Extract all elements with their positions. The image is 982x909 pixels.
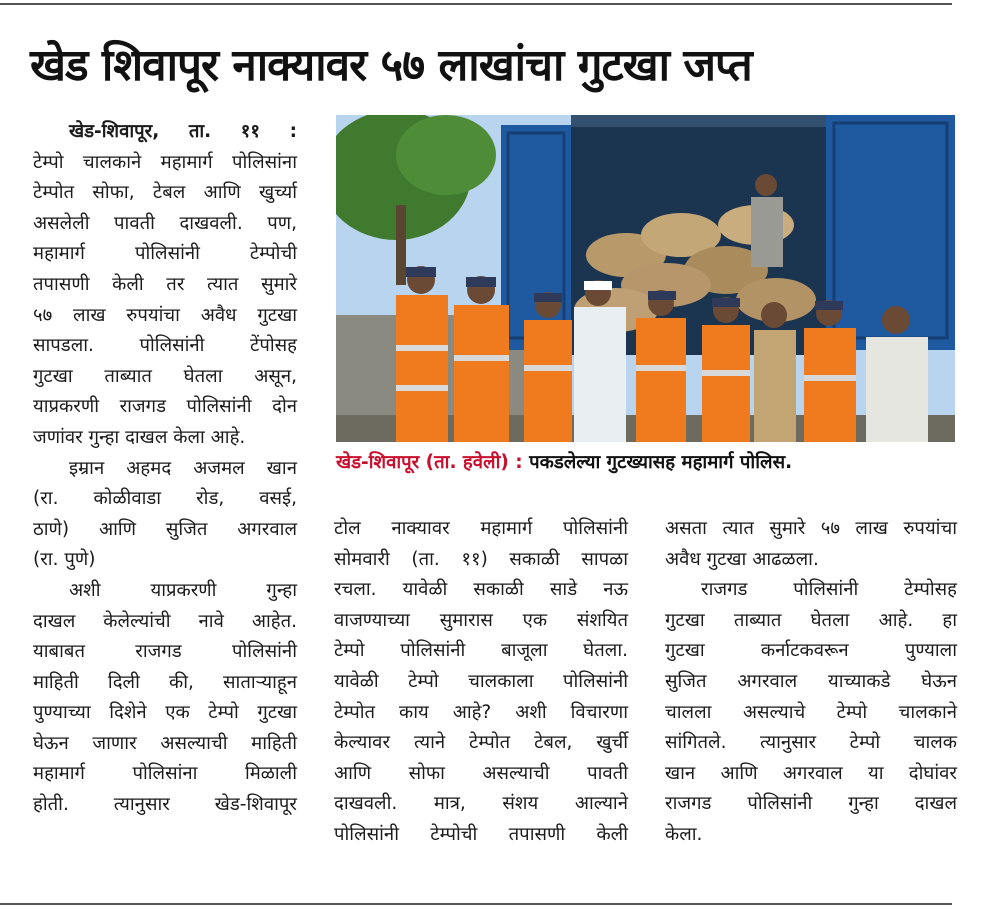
dateline-line (33, 117, 297, 148)
top-rule (0, 3, 952, 5)
text-line: खान आणि अगरवाल या दोघांवर (665, 762, 957, 784)
text-line: पुण्याच्या दिशेने एक टेम्पो गुटखा (33, 702, 297, 724)
headline: खेड शिवापूर नाक्यावर ५७ लाखांचा गुटखा जप्त (30, 40, 752, 91)
text-line: राजगड पोलिसांनी गुन्हा दाखल (665, 793, 957, 815)
text-line: ५७ लाख रुपयांचा अवैध गुटखा (33, 304, 297, 326)
text-line: गुटखा कर्नाटकवरून पुण्याला (665, 640, 957, 662)
text-line: सुजित अगरवाल याच्याकडे घेऊन (665, 670, 957, 692)
text-line: अशी याप्रकरणी गुन्हा (69, 579, 297, 601)
article-column-2 (334, 514, 628, 851)
caption-text: पकडलेल्या गुटख्यासह महामार्ग पोलिस. (522, 452, 793, 473)
text-line: गुटखा ताब्यात घेतला असून, (33, 365, 297, 387)
text-line: असता त्यात सुमारे ५७ लाख रुपयांचा (665, 518, 957, 539)
dateline: खेड-शिवापूर, ता. ११ : (69, 121, 297, 142)
text-line: माहिती दिली की, साताऱ्याहून (33, 671, 297, 693)
text-line: रचला. यावेळी सकाळी साडे नऊ (334, 579, 628, 601)
text-line: केला. (665, 823, 703, 845)
article-column-3 (665, 514, 957, 851)
news-photo (336, 115, 955, 442)
text-line: होती. त्यानुसार खेड-शिवापूर (33, 794, 297, 816)
text-line: टेम्पो चालकाने महामार्ग पोलिसांना (33, 151, 297, 173)
text-line: याबाबत राजगड पोलिसांनी (33, 641, 297, 663)
text-line: यावेळी टेम्पो चालकाला पोलिसांनी (334, 670, 628, 692)
text-line: पोलिसांनी टेम्पोची तपासणी केली (334, 823, 628, 845)
text-line: टेम्पोत काय आहे? अशी विचारणा (334, 701, 628, 723)
text-line: महामार्ग पोलिसांना मिळाली (33, 763, 297, 785)
text-line: सापडला. पोलिसांनी टेंपोसह (33, 335, 297, 357)
text-line: सोमवारी (ता. ११) सकाळी सापळा (334, 548, 628, 570)
article-column-1 (33, 117, 297, 821)
text-line: घेऊन जाणार असल्याची माहिती (33, 732, 297, 754)
caption-place: खेड-शिवापूर (ता. हवेली) : (336, 452, 523, 473)
text-line: याप्रकरणी राजगड पोलिसांनी दोन (33, 396, 297, 418)
text-line: राजगड पोलिसांनी टेम्पोसह (701, 579, 957, 601)
text-line: तपासणी केली तर त्यात सुमारे (33, 273, 297, 295)
text-line: वाजण्याच्या सुमारास एक संशयित (334, 609, 628, 631)
text-line: दाखल केलेल्यांची नावे आहेत. (33, 610, 297, 632)
text-line: दाखवली. मात्र, संशय आल्याने (334, 793, 628, 815)
text-line: टोल नाक्यावर महामार्ग पोलिसांनी (334, 518, 628, 539)
text-line: चालला असल्याचे टेम्पो चालकाने (665, 701, 957, 723)
text-line: गुटखा ताब्यात घेतला आहे. हा (665, 609, 957, 631)
text-line: ठाणे) आणि सुजित अगरवाल (33, 518, 297, 540)
bottom-rule (0, 903, 952, 905)
text-line: (रा. पुणे) (33, 549, 96, 571)
text-line: इम्रान अहमद अजमल खान (69, 457, 297, 479)
text-line: केल्यावर त्याने टेम्पोत टेबल, खुर्ची (334, 732, 628, 754)
text-line: असलेली पावती दाखवली. पण, (33, 212, 297, 234)
police-with-gutkha-photo (336, 115, 955, 442)
text-line: अवैध गुटखा आढळला. (665, 548, 819, 570)
text-line: सांगितले. त्यानुसार टेम्पो चालक (665, 732, 957, 754)
text-line: (रा. कोळीवाडा रोड, वसई, (33, 488, 297, 510)
text-line: आणि सोफा असल्याची पावती (334, 762, 628, 784)
text-line: महामार्ग पोलिसांनी टेम्पोची (33, 243, 297, 265)
text-line: टेम्पोत सोफा, टेबल आणि खुर्च्या (33, 182, 297, 204)
text-line: जणांवर गुन्हा दाखल केला आहे. (33, 426, 246, 448)
text-line: टेम्पो पोलिसांनी बाजूला घेतला. (334, 640, 628, 662)
photo-caption (336, 449, 955, 477)
